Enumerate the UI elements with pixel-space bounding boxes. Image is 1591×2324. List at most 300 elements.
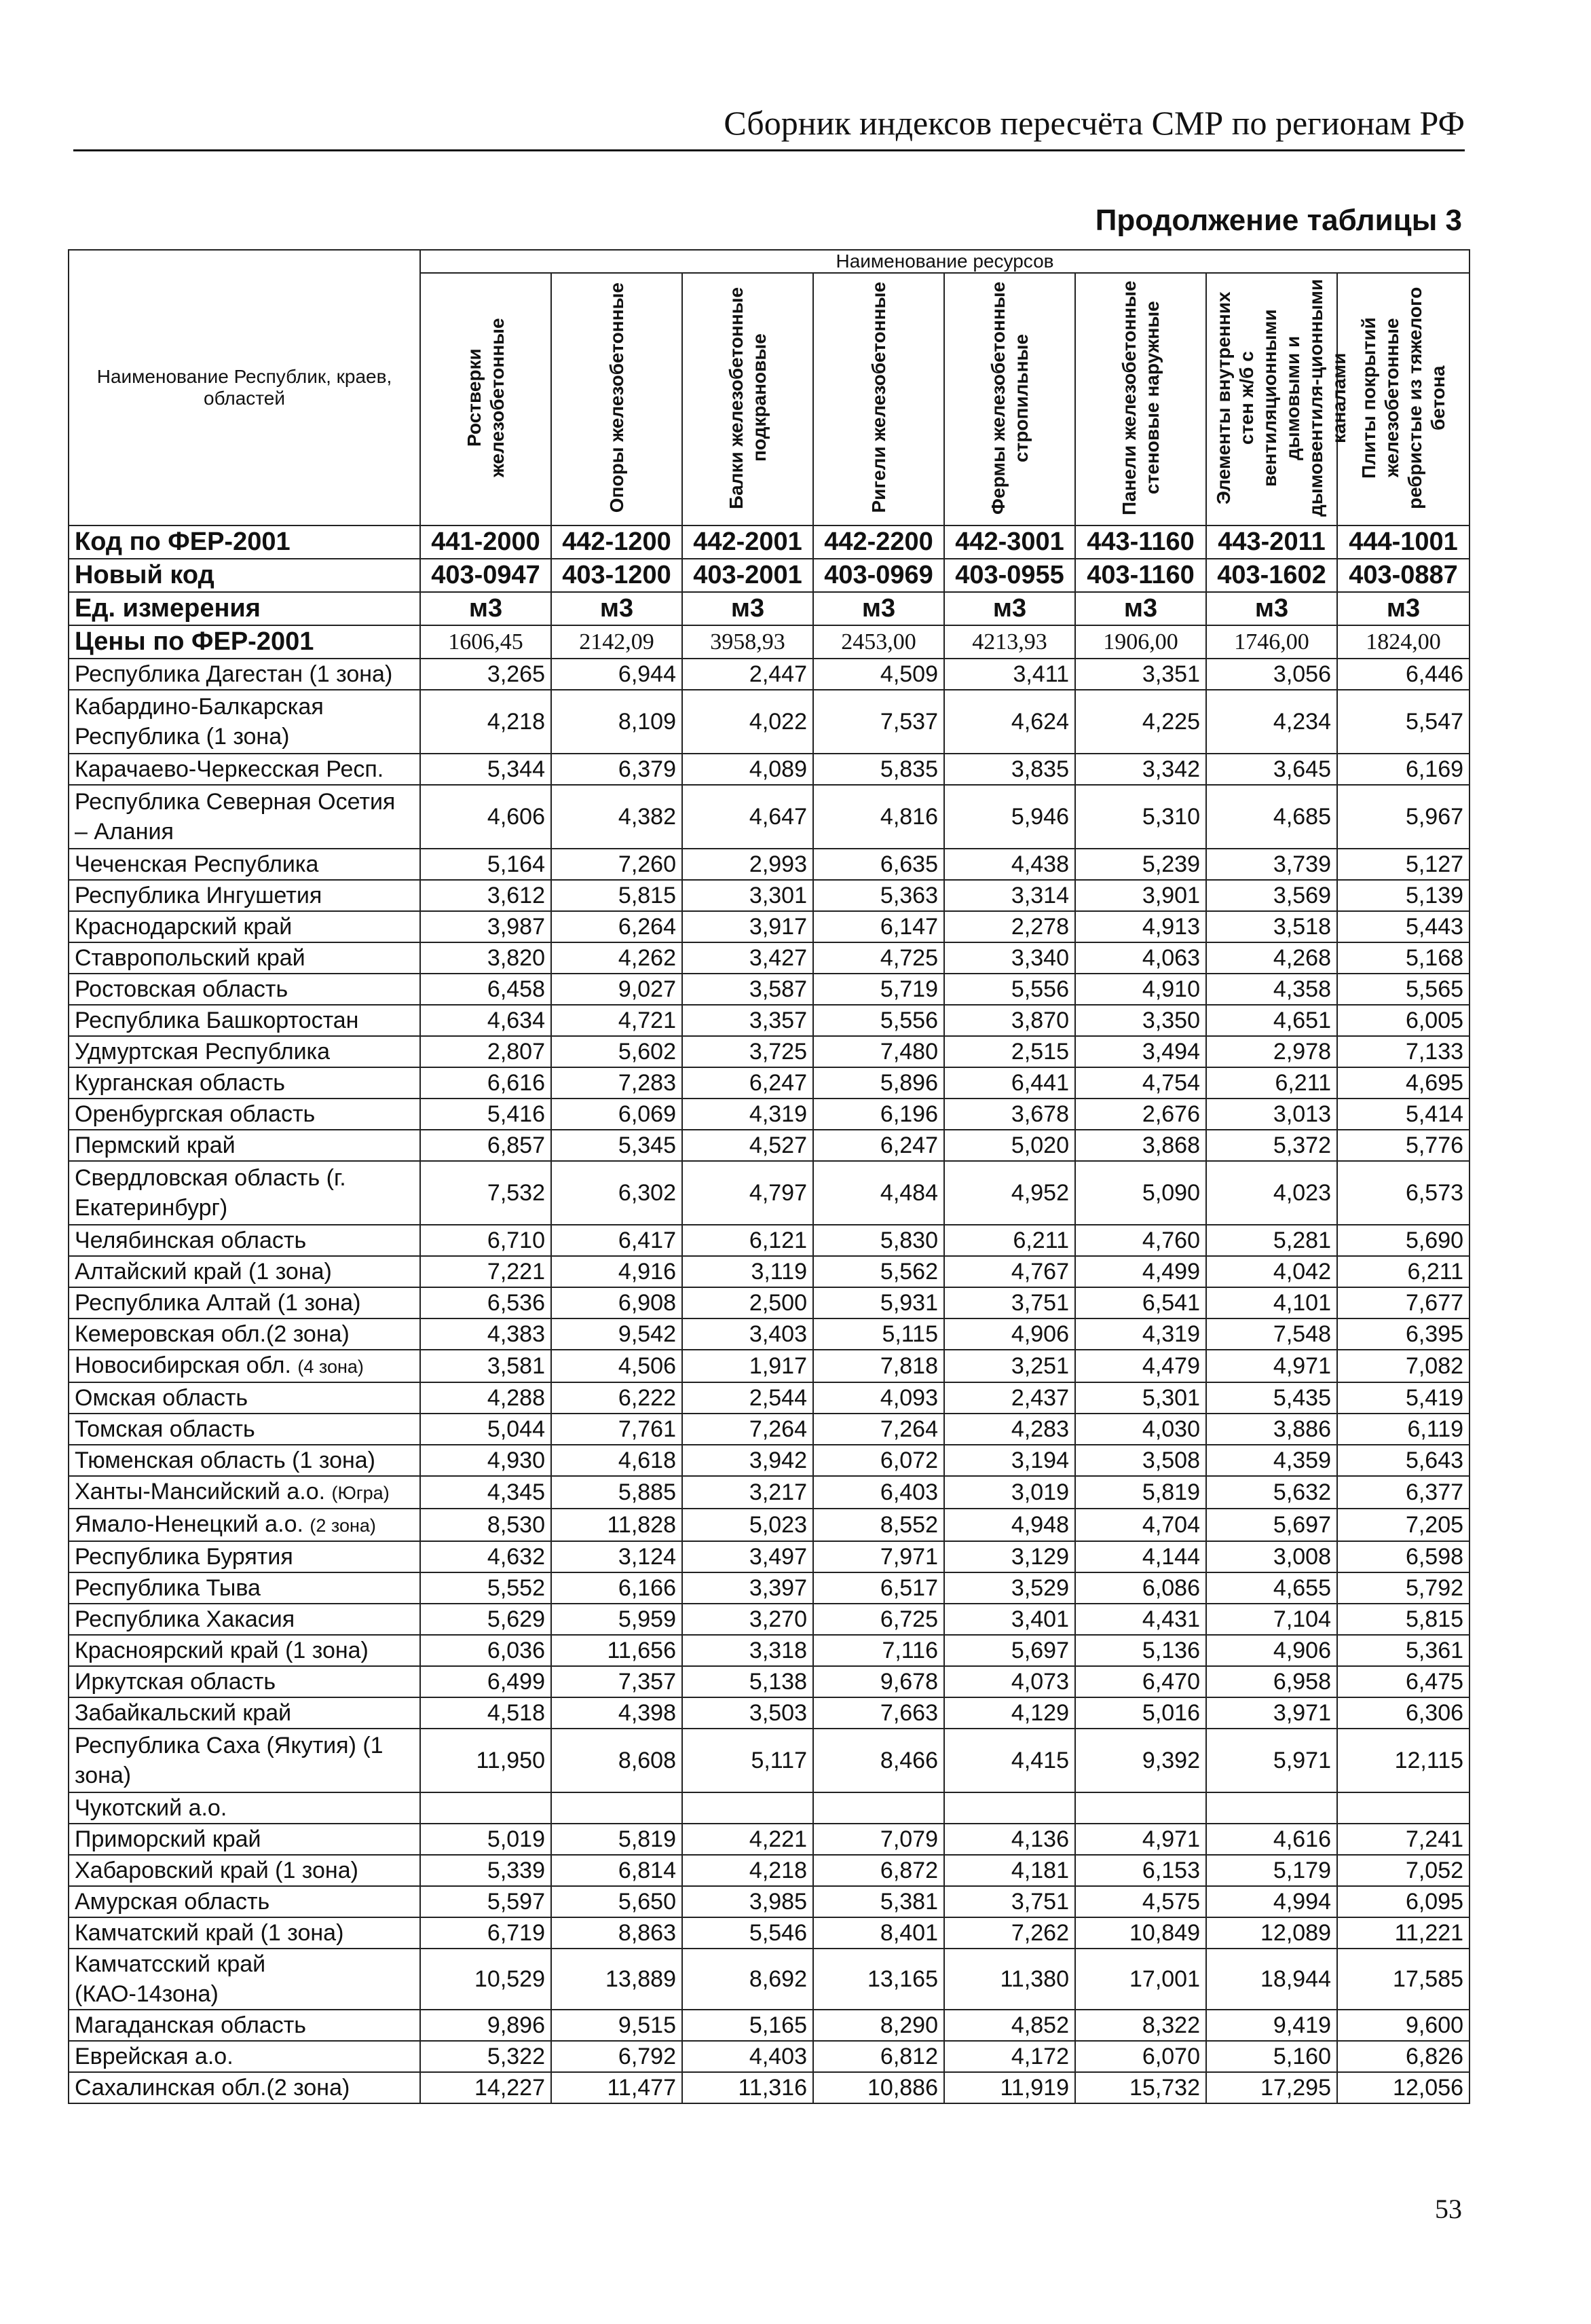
index-cell: 9,515 — [551, 2010, 682, 2041]
index-cell: 4,129 — [944, 1697, 1075, 1729]
region-name-cell — [69, 754, 420, 785]
region-name: Камчатский край (1 зона) — [75, 1920, 344, 1946]
meta-cell: м3 — [551, 592, 682, 625]
index-cell: 6,153 — [1075, 1855, 1206, 1886]
index-cell: 4,181 — [944, 1855, 1075, 1886]
index-cell: 2,278 — [944, 911, 1075, 942]
region-name-cell — [69, 1824, 420, 1855]
index-cell: 4,359 — [1206, 1445, 1337, 1476]
region-name-cell — [69, 2072, 420, 2103]
index-cell: 3,739 — [1206, 849, 1337, 880]
index-cell: 4,101 — [1206, 1287, 1337, 1318]
index-cell: 3,401 — [944, 1604, 1075, 1635]
index-cell: 7,104 — [1206, 1604, 1337, 1635]
index-cell: 17,001 — [1075, 1949, 1206, 2010]
index-cell: 5,830 — [813, 1225, 944, 1256]
table-row — [69, 785, 1470, 849]
region-name: Челябинская область — [75, 1228, 307, 1253]
column-header-label: Фермы железобетонные стропильные — [987, 280, 1032, 515]
index-cell: 4,651 — [1206, 1005, 1337, 1036]
region-name: Амурская область — [75, 1889, 270, 1915]
region-column-header: Наименование Республик, краев, областей — [69, 250, 420, 525]
index-cell: 3,129 — [944, 1541, 1075, 1572]
index-cell: 5,562 — [813, 1256, 944, 1287]
index-cell: 6,166 — [551, 1572, 682, 1604]
index-cell: 5,547 — [1337, 690, 1470, 754]
index-cell: 7,079 — [813, 1824, 944, 1855]
index-cell: 6,036 — [420, 1635, 551, 1666]
index-cell: 6,222 — [551, 1382, 682, 1414]
meta-cell: м3 — [1206, 592, 1337, 625]
index-cell: 4,760 — [1075, 1225, 1206, 1256]
region-name-cell — [69, 1099, 420, 1130]
index-cell: 6,635 — [813, 849, 944, 880]
index-cell: 2,544 — [682, 1382, 813, 1414]
region-name-cell — [69, 785, 420, 849]
index-cell: 3,270 — [682, 1604, 813, 1635]
region-name: Карачаево-Черкесская Респ. — [75, 756, 384, 782]
index-cell: 5,117 — [682, 1729, 813, 1792]
index-cell: 4,345 — [420, 1476, 551, 1509]
index-cell: 6,095 — [1337, 1886, 1470, 1917]
column-header-label: Ригели железобетонные — [867, 282, 889, 513]
index-cell: 6,169 — [1337, 754, 1470, 785]
index-cell: 4,438 — [944, 849, 1075, 880]
table-row — [69, 1067, 1470, 1099]
index-cell: 6,211 — [1337, 1256, 1470, 1287]
index-cell: 9,392 — [1075, 1729, 1206, 1792]
index-cell: 12,115 — [1337, 1729, 1470, 1792]
region-name-cell — [69, 880, 420, 911]
region-name-cell — [69, 1666, 420, 1697]
meta-row-label: Новый код — [69, 559, 420, 592]
index-cell: 5,885 — [551, 1476, 682, 1509]
index-cell: 15,732 — [1075, 2072, 1206, 2103]
region-name: Свердловская область (г. Екатеринбург) — [75, 1165, 346, 1221]
index-cell: 6,719 — [420, 1917, 551, 1949]
index-cell: 5,339 — [420, 1855, 551, 1886]
index-cell: 5,959 — [551, 1604, 682, 1635]
index-cell: 6,908 — [551, 1287, 682, 1318]
table-row — [69, 1729, 1470, 1792]
index-cell: 3,987 — [420, 911, 551, 942]
index-cell: 3,529 — [944, 1572, 1075, 1604]
region-name-note: (4 зона) — [297, 1357, 364, 1377]
index-cell: 5,419 — [1337, 1382, 1470, 1414]
region-name: Республика Ингушетия — [75, 883, 322, 908]
index-cell: 11,950 — [420, 1729, 551, 1792]
index-cell — [682, 1792, 813, 1824]
table-row — [69, 1256, 1470, 1287]
region-name: Алтайский край (1 зона) — [75, 1259, 332, 1285]
index-cell: 6,377 — [1337, 1476, 1470, 1509]
meta-cell: 403-0955 — [944, 559, 1075, 592]
index-cell: 6,857 — [420, 1130, 551, 1161]
region-name-cell — [69, 1287, 420, 1318]
region-name-cell — [69, 974, 420, 1005]
index-cell: 5,239 — [1075, 849, 1206, 880]
region-name-cell — [69, 1792, 420, 1824]
index-cell: 6,247 — [682, 1067, 813, 1099]
index-cell: 4,930 — [420, 1445, 551, 1476]
index-cell: 4,023 — [1206, 1161, 1337, 1225]
table-row — [69, 1350, 1470, 1382]
meta-row-label: Цены по ФЕР-2001 — [69, 625, 420, 659]
region-name-note: (Югра) — [331, 1483, 390, 1503]
region-name: Курганская область — [75, 1070, 285, 1096]
region-name: Забайкальский край — [75, 1700, 292, 1726]
index-cell: 6,814 — [551, 1855, 682, 1886]
index-cell: 3,350 — [1075, 1005, 1206, 1036]
region-name: Чеченская Республика — [75, 851, 319, 877]
index-cell: 6,598 — [1337, 1541, 1470, 1572]
index-cell: 7,262 — [944, 1917, 1075, 1949]
index-cell: 3,645 — [1206, 754, 1337, 785]
index-cell: 5,629 — [420, 1604, 551, 1635]
index-cell: 3,397 — [682, 1572, 813, 1604]
index-cell: 13,165 — [813, 1949, 944, 2010]
index-cell: 5,792 — [1337, 1572, 1470, 1604]
index-cell — [813, 1792, 944, 1824]
index-cell — [1337, 1792, 1470, 1824]
index-cell: 7,537 — [813, 690, 944, 754]
index-cell: 4,073 — [944, 1666, 1075, 1697]
table-row — [69, 2072, 1470, 2103]
index-cell: 4,234 — [1206, 690, 1337, 754]
index-cell: 6,005 — [1337, 1005, 1470, 1036]
table-row — [69, 1824, 1470, 1855]
region-name-cell — [69, 1350, 420, 1382]
index-cell: 6,147 — [813, 911, 944, 942]
index-cell: 3,518 — [1206, 911, 1337, 942]
table-row — [69, 942, 1470, 974]
index-cell: 4,616 — [1206, 1824, 1337, 1855]
index-cell: 5,416 — [420, 1099, 551, 1130]
index-cell: 6,725 — [813, 1604, 944, 1635]
column-header — [1206, 273, 1349, 525]
index-cell: 4,852 — [944, 2010, 1075, 2041]
index-cell: 3,985 — [682, 1886, 813, 1917]
region-name: Республика Тыва — [75, 1575, 261, 1601]
index-cell: 7,677 — [1337, 1287, 1470, 1318]
region-name: Республика Дагестан (1 зона) — [75, 661, 393, 687]
region-name-cell — [69, 659, 420, 690]
index-cell: 2,500 — [682, 1287, 813, 1318]
table-row — [69, 1161, 1470, 1225]
meta-row — [69, 559, 1470, 592]
region-name-cell — [69, 690, 420, 754]
index-cell: 5,381 — [813, 1886, 944, 1917]
meta-cell: 442-1200 — [551, 525, 682, 559]
index-cell: 5,819 — [1075, 1476, 1206, 1509]
table-row — [69, 1445, 1470, 1476]
index-cell: 3,314 — [944, 880, 1075, 911]
index-cell: 7,971 — [813, 1541, 944, 1572]
index-cell: 11,828 — [551, 1509, 682, 1541]
meta-cell: 441-2000 — [420, 525, 551, 559]
index-cell: 12,089 — [1206, 1917, 1337, 1949]
index-cell: 3,124 — [551, 1541, 682, 1572]
region-name-cell — [69, 2010, 420, 2041]
column-header — [944, 273, 1075, 525]
index-cell: 8,692 — [682, 1949, 813, 2010]
index-cell: 9,896 — [420, 2010, 551, 2041]
region-name: Омская область — [75, 1385, 248, 1411]
region-name-cell — [69, 1161, 420, 1225]
region-name-cell — [69, 1509, 420, 1541]
index-cell: 3,119 — [682, 1256, 813, 1287]
index-cell: 4,218 — [420, 690, 551, 754]
index-cell: 5,090 — [1075, 1161, 1206, 1225]
index-cell: 2,993 — [682, 849, 813, 880]
index-cell: 5,372 — [1206, 1130, 1337, 1161]
meta-cell: 2453,00 — [813, 625, 944, 659]
index-cell: 4,994 — [1206, 1886, 1337, 1917]
meta-cell: м3 — [420, 592, 551, 625]
header-title: Сборник индексов пересчёта СМР по регионам РФ — [724, 104, 1465, 142]
index-cell: 5,565 — [1337, 974, 1470, 1005]
index-cell: 7,052 — [1337, 1855, 1470, 1886]
region-name-cell — [69, 1886, 420, 1917]
index-cell — [944, 1792, 1075, 1824]
index-cell: 4,634 — [420, 1005, 551, 1036]
table-row — [69, 1635, 1470, 1666]
index-cell: 17,295 — [1206, 2072, 1337, 2103]
index-cell: 4,527 — [682, 1130, 813, 1161]
index-cell: 6,070 — [1075, 2041, 1206, 2072]
table-row — [69, 1318, 1470, 1350]
index-cell: 9,542 — [551, 1318, 682, 1350]
region-name-cell — [69, 849, 420, 880]
table-row — [69, 2010, 1470, 2041]
index-cell: 6,395 — [1337, 1318, 1470, 1350]
column-header — [813, 273, 944, 525]
table-row — [69, 1005, 1470, 1036]
index-cell: 6,616 — [420, 1067, 551, 1099]
index-cell: 3,612 — [420, 880, 551, 911]
table-row — [69, 659, 1470, 690]
index-cell: 4,725 — [813, 942, 944, 974]
region-name: Пермский край — [75, 1132, 236, 1158]
meta-cell: 1906,00 — [1075, 625, 1206, 659]
index-cell: 4,575 — [1075, 1886, 1206, 1917]
index-cell: 6,470 — [1075, 1666, 1206, 1697]
meta-cell: 403-1200 — [551, 559, 682, 592]
region-name: Кабардино-Балкарская Республика (1 зона) — [75, 694, 324, 750]
index-cell: 6,958 — [1206, 1666, 1337, 1697]
meta-cell: м3 — [1337, 592, 1470, 625]
index-cell: 3,901 — [1075, 880, 1206, 911]
column-header-label: Опоры железобетонные — [605, 282, 627, 513]
index-cell: 4,754 — [1075, 1067, 1206, 1099]
index-cell: 4,288 — [420, 1382, 551, 1414]
index-cell: 4,022 — [682, 690, 813, 754]
index-cell: 3,008 — [1206, 1541, 1337, 1572]
index-cell: 3,351 — [1075, 659, 1206, 690]
table-row — [69, 1949, 1470, 2010]
meta-cell: 403-2001 — [682, 559, 813, 592]
meta-cell: 1746,00 — [1206, 625, 1337, 659]
meta-cell: м3 — [813, 592, 944, 625]
index-cell: 5,168 — [1337, 942, 1470, 974]
index-cell: 5,127 — [1337, 849, 1470, 880]
region-name-cell — [69, 1476, 420, 1509]
index-cell: 10,529 — [420, 1949, 551, 2010]
index-cell — [1206, 1792, 1337, 1824]
column-header — [1075, 273, 1206, 525]
index-cell: 3,019 — [944, 1476, 1075, 1509]
index-cell: 10,886 — [813, 2072, 944, 2103]
index-cell: 4,382 — [551, 785, 682, 849]
index-cell: 3,403 — [682, 1318, 813, 1350]
region-name-cell — [69, 1572, 420, 1604]
index-cell: 4,916 — [551, 1256, 682, 1287]
index-cell: 4,063 — [1075, 942, 1206, 974]
region-name: Приморский край — [75, 1826, 261, 1852]
region-name: Камчатсский край (КАО-14зона) — [75, 1951, 266, 2007]
index-cell: 5,632 — [1206, 1476, 1337, 1509]
index-cell: 6,069 — [551, 1099, 682, 1130]
index-cell: 8,109 — [551, 690, 682, 754]
region-name: Новосибирская обл. — [75, 1352, 291, 1378]
table-row — [69, 1792, 1470, 1824]
index-cell: 3,835 — [944, 754, 1075, 785]
index-cell: 7,241 — [1337, 1824, 1470, 1855]
index-cell: 5,967 — [1337, 785, 1470, 849]
index-cell: 11,656 — [551, 1635, 682, 1666]
column-header-label: Ростверки железобетонные — [463, 318, 508, 477]
region-name: Республика Саха (Якутия) (1 зона) — [75, 1733, 383, 1788]
region-name: Удмуртская Республика — [75, 1039, 331, 1065]
table-row — [69, 1414, 1470, 1445]
index-cell — [551, 1792, 682, 1824]
column-header — [1337, 273, 1470, 525]
index-cell: 7,663 — [813, 1697, 944, 1729]
index-cell: 4,721 — [551, 1005, 682, 1036]
index-cell: 3,503 — [682, 1697, 813, 1729]
index-cell: 11,221 — [1337, 1917, 1470, 1949]
index-cell: 3,056 — [1206, 659, 1337, 690]
index-cell: 8,466 — [813, 1729, 944, 1792]
index-cell: 10,849 — [1075, 1917, 1206, 1949]
index-cell: 5,179 — [1206, 1855, 1337, 1886]
index-cell: 4,136 — [944, 1824, 1075, 1855]
index-cell: 7,357 — [551, 1666, 682, 1697]
index-cell: 4,403 — [682, 2041, 813, 2072]
index-cell: 5,363 — [813, 880, 944, 911]
index-cell: 4,685 — [1206, 785, 1337, 849]
column-header — [420, 273, 551, 525]
index-cell: 8,322 — [1075, 2010, 1206, 2041]
index-cell: 6,086 — [1075, 1572, 1206, 1604]
meta-cell: 403-1602 — [1206, 559, 1337, 592]
index-cell: 4,506 — [551, 1350, 682, 1382]
index-cell: 4,952 — [944, 1161, 1075, 1225]
meta-cell: 1824,00 — [1337, 625, 1470, 659]
region-name: Республика Бурятия — [75, 1544, 293, 1570]
index-cell: 8,608 — [551, 1729, 682, 1792]
index-cell: 7,761 — [551, 1414, 682, 1445]
index-cell: 2,807 — [420, 1036, 551, 1067]
index-cell: 4,906 — [944, 1318, 1075, 1350]
meta-cell: 442-2200 — [813, 525, 944, 559]
meta-row-label: Ед. измерения — [69, 592, 420, 625]
index-cell: 4,518 — [420, 1697, 551, 1729]
region-name-cell — [69, 2041, 420, 2072]
index-cell: 4,906 — [1206, 1635, 1337, 1666]
table-row — [69, 1886, 1470, 1917]
region-name-cell — [69, 942, 420, 974]
index-cell: 3,751 — [944, 1287, 1075, 1318]
index-cell: 2,447 — [682, 659, 813, 690]
index-cell: 6,499 — [420, 1666, 551, 1697]
index-cell: 3,751 — [944, 1886, 1075, 1917]
index-cell: 6,403 — [813, 1476, 944, 1509]
table-row — [69, 1666, 1470, 1697]
table-row — [69, 849, 1470, 880]
index-cell: 5,361 — [1337, 1635, 1470, 1666]
index-cell: 3,678 — [944, 1099, 1075, 1130]
index-cell: 6,872 — [813, 1855, 944, 1886]
meta-row — [69, 625, 1470, 659]
region-name: Красноярский край (1 зона) — [75, 1638, 369, 1663]
index-cell: 5,946 — [944, 785, 1075, 849]
region-name-cell — [69, 1729, 420, 1792]
region-name: Ханты-Мансийский а.о. — [75, 1479, 326, 1505]
index-cell: 4,042 — [1206, 1256, 1337, 1287]
index-cell: 6,441 — [944, 1067, 1075, 1099]
index-cell: 6,211 — [944, 1225, 1075, 1256]
index-cell: 5,016 — [1075, 1697, 1206, 1729]
index-cell — [420, 1792, 551, 1824]
index-cell: 13,889 — [551, 1949, 682, 2010]
meta-cell: 442-2001 — [682, 525, 813, 559]
index-cell: 3,870 — [944, 1005, 1075, 1036]
table-row — [69, 1604, 1470, 1635]
index-cell: 4,509 — [813, 659, 944, 690]
index-cell: 5,044 — [420, 1414, 551, 1445]
index-cell — [1075, 1792, 1206, 1824]
index-cell: 5,020 — [944, 1130, 1075, 1161]
index-cell: 7,818 — [813, 1350, 944, 1382]
index-cell: 4,948 — [944, 1509, 1075, 1541]
index-cell: 3,497 — [682, 1541, 813, 1572]
index-cell: 4,221 — [682, 1824, 813, 1855]
index-cell: 4,632 — [420, 1541, 551, 1572]
meta-cell: 2142,09 — [551, 625, 682, 659]
index-cell: 5,602 — [551, 1036, 682, 1067]
index-cell: 5,650 — [551, 1886, 682, 1917]
index-cell: 11,919 — [944, 2072, 1075, 2103]
table-title: Продолжение таблицы 3 — [1095, 204, 1462, 237]
index-cell: 4,283 — [944, 1414, 1075, 1445]
index-cell: 6,458 — [420, 974, 551, 1005]
index-cell: 4,268 — [1206, 942, 1337, 974]
index-cell: 7,264 — [813, 1414, 944, 1445]
column-header-label: Панели железобетонные стеновые наружные — [1118, 280, 1163, 515]
index-cell: 4,971 — [1206, 1350, 1337, 1382]
meta-cell: 442-3001 — [944, 525, 1075, 559]
index-cell: 4,816 — [813, 785, 944, 849]
index-cell: 8,401 — [813, 1917, 944, 1949]
index-cell: 7,221 — [420, 1256, 551, 1287]
region-name: Краснодарский край — [75, 914, 293, 940]
table-row — [69, 1287, 1470, 1318]
meta-cell: 443-1160 — [1075, 525, 1206, 559]
index-cell: 4,319 — [682, 1099, 813, 1130]
index-cell: 4,647 — [682, 785, 813, 849]
index-cell: 6,517 — [813, 1572, 944, 1604]
